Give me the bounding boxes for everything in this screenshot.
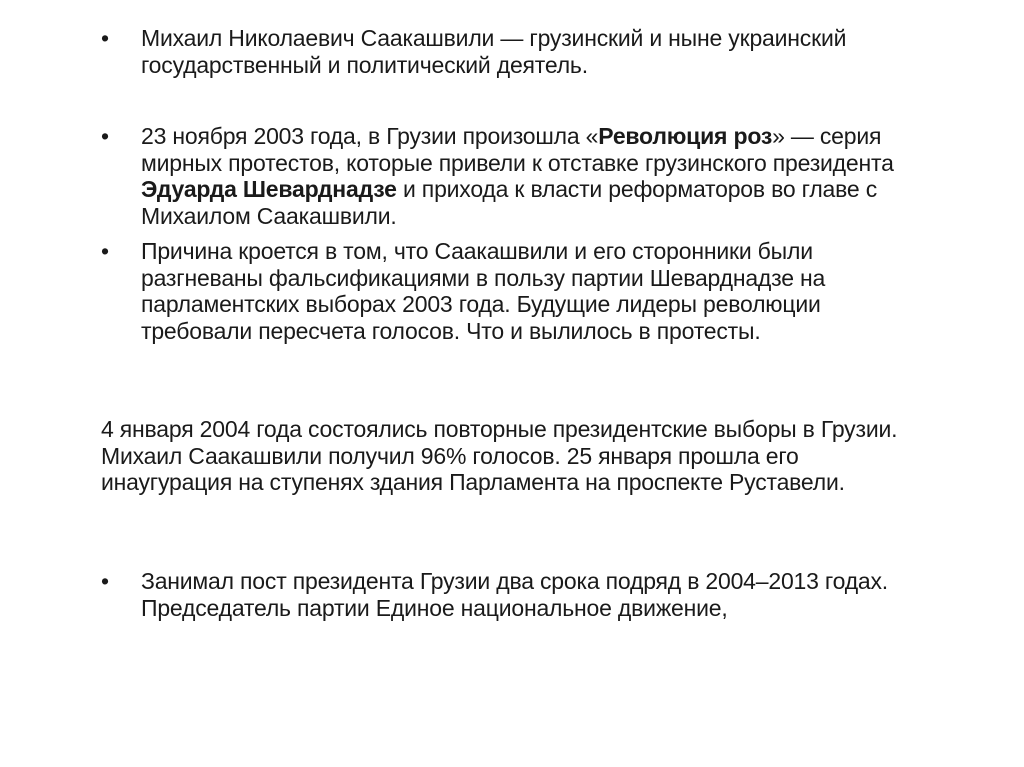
bold-term-rose-revolution: Революция роз bbox=[598, 123, 773, 149]
bullet-text: Занимал пост президента Грузии два срока подряд в 2004–2013 годах. Председатель партии Единое национальное движение, bbox=[141, 568, 888, 621]
bullet-icon: • bbox=[101, 25, 109, 51]
bold-term-shevardnadze: Эдуарда Шеварднадзе bbox=[141, 176, 397, 202]
bullet-icon: • bbox=[101, 123, 109, 149]
paragraph-elections-2004 bbox=[101, 416, 911, 496]
bullet-text: Причина кроется в том, что Саакашвили и его сторонники были разгневаны фальсификациями в пользу партии Шеварднадзе на парламентских выборах 2003 года. Будущие лидеры революции требовали пересчета голосов. Что и вылилось в протесты. bbox=[141, 238, 826, 344]
bullet-icon: • bbox=[101, 568, 109, 594]
bullet-item-rose-revolution bbox=[101, 123, 911, 229]
bullet-item-cause bbox=[101, 238, 911, 344]
paragraph-text: 4 января 2004 года состоялись повторные президентские выборы в Грузии. Михаил Саакашвили получил 96% голосов. 25 января прошла его инаугурация на ступенях здания Парламента на проспекте Руставели. bbox=[101, 416, 898, 495]
bullet-icon: • bbox=[101, 238, 109, 264]
bullet-item-biography bbox=[101, 25, 911, 78]
bullet-item-presidency bbox=[101, 568, 911, 621]
bullet-text: Михаил Николаевич Саакашвили — грузинский и ныне украинский государственный и политический деятель. bbox=[141, 25, 847, 78]
bullet-text: 23 ноября 2003 года, в Грузии произошла «Революция роз» — серия мирных протестов, которые привели к отставке грузинского президента Эдуарда Шеварднадзе и прихода к власти реформаторов во главе с Михаилом Саакашвили. bbox=[141, 123, 894, 229]
